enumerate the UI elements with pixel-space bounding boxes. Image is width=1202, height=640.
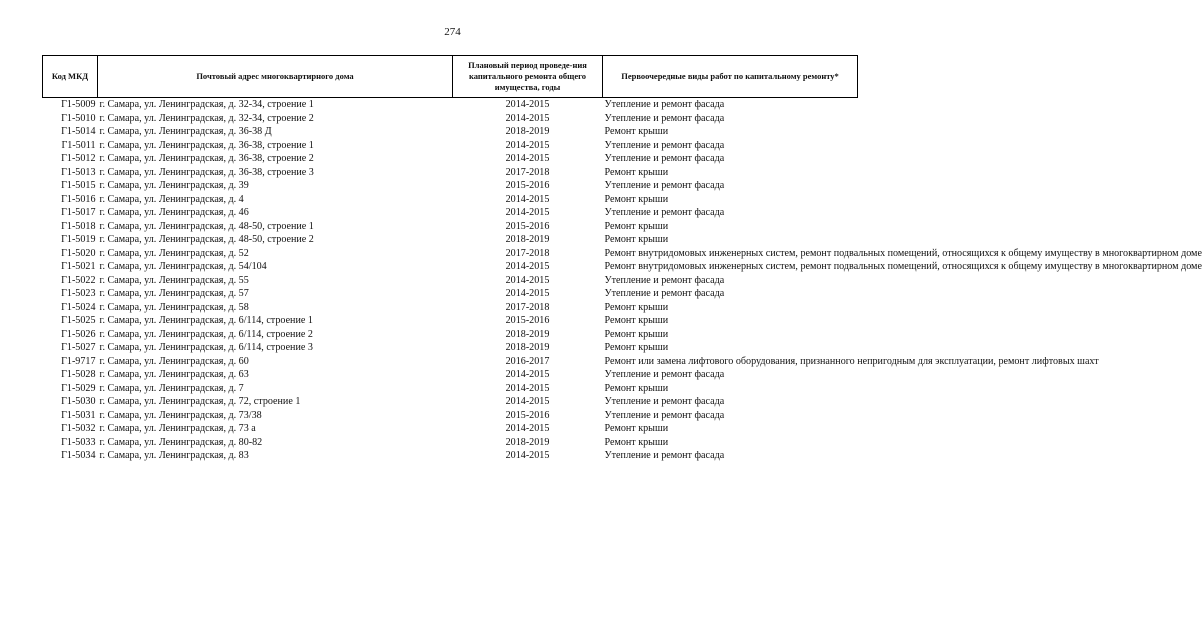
cell-code: Г1-5034 [61, 450, 96, 461]
table-row [43, 301, 858, 315]
table-row [43, 449, 858, 463]
cell-works: Утепление и ремонт фасада [604, 369, 725, 380]
cell-code: Г1-5017 [61, 207, 96, 218]
cell-works: Ремонт крыши [604, 220, 669, 232]
cell-address: г. Самара, ул. Ленинградская, д. 6/114, строение 2 [99, 328, 313, 340]
table-row [43, 112, 858, 126]
cell-period: 2014-2015 [505, 369, 550, 380]
cell-address: г. Самара, ул. Ленинградская, д. 36-38, строение 1 [99, 139, 314, 151]
cell-address: г. Самара, ул. Ленинградская, д. 72, строение 1 [99, 396, 301, 407]
cell-address: г. Самара, ул. Ленинградская, д. 36-38, строение 2 [99, 153, 314, 164]
cell-code: Г1-5027 [61, 342, 96, 353]
table-row [43, 382, 858, 396]
cell-address: г. Самара, ул. Ленинградская, д. 73/38 [99, 409, 262, 421]
table-row [43, 166, 858, 180]
cell-period: 2014-2015 [505, 274, 550, 286]
cell-address: г. Самара, ул. Ленинградская, д. 52 [99, 247, 249, 259]
cell-period: 2017-2018 [505, 301, 550, 313]
cell-code: Г1-5030 [61, 396, 96, 407]
cell-code: Г1-5022 [61, 274, 96, 286]
table-row [43, 422, 858, 436]
table-row [43, 179, 858, 193]
cell-address: г. Самара, ул. Ленинградская, д. 7 [99, 382, 244, 394]
cell-code: Г1-5019 [61, 234, 96, 245]
cell-address: г. Самара, ул. Ленинградская, д. 32-34, строение 1 [99, 99, 314, 110]
cell-address: г. Самара, ул. Ленинградская, д. 36-38, строение 3 [99, 166, 314, 178]
cell-address: г. Самара, ул. Ленинградская, д. 54/104 [99, 261, 267, 272]
cell-period: 2014-2015 [505, 112, 550, 124]
cell-period: 2018-2019 [505, 436, 550, 448]
table-body [43, 98, 1202, 463]
cell-code: Г1-5016 [61, 193, 96, 205]
cell-period: 2014-2015 [505, 450, 550, 461]
cell-period: 2015-2016 [505, 180, 550, 191]
cell-address: г. Самара, ул. Ленинградская, д. 4 [99, 193, 244, 205]
table-row [43, 395, 858, 409]
table-row [43, 436, 858, 450]
cell-period: 2018-2019 [505, 234, 550, 245]
table-row [43, 274, 858, 288]
cell-address: г. Самара, ул. Ленинградская, д. 83 [99, 450, 249, 461]
cell-works: Утепление и ремонт фасада [604, 450, 725, 461]
repair-table [42, 55, 1202, 463]
cell-address: г. Самара, ул. Ленинградская, д. 60 [99, 355, 249, 367]
table-row [43, 260, 858, 274]
cell-address: г. Самара, ул. Ленинградская, д. 58 [99, 301, 249, 313]
table-row [43, 287, 858, 301]
cell-period: 2014-2015 [505, 153, 550, 164]
cell-period: 2015-2016 [505, 315, 550, 326]
table-header-row [43, 56, 858, 98]
cell-code: Г1-5012 [61, 153, 96, 164]
header-code: Код МКД [43, 56, 98, 98]
cell-works: Ремонт крыши [604, 234, 669, 245]
header-address: Почтовый адрес многоквартирного дома [98, 56, 453, 98]
cell-code: Г1-5033 [61, 436, 96, 448]
cell-works: Ремонт крыши [604, 328, 669, 340]
cell-address: г. Самара, ул. Ленинградская, д. 63 [99, 369, 249, 380]
table-row [43, 98, 858, 112]
cell-works: Ремонт крыши [604, 301, 669, 313]
table-row [43, 314, 858, 328]
cell-works: Утепление и ремонт фасада [604, 207, 725, 218]
cell-address: г. Самара, ул. Ленинградская, д. 39 [99, 180, 249, 191]
cell-works: Ремонт крыши [604, 342, 669, 353]
cell-works: Ремонт внутридомовых инженерных систем, ремонт подвальных помещений, относящихся к общему имуществу в многоквартирном доме [604, 261, 1202, 272]
cell-period: 2015-2016 [505, 220, 550, 232]
cell-works: Утепление и ремонт фасада [604, 112, 725, 124]
cell-works: Утепление и ремонт фасада [604, 288, 725, 299]
cell-address: г. Самара, ул. Ленинградская, д. 48-50, строение 2 [99, 234, 314, 245]
cell-address: г. Самара, ул. Ленинградская, д. 80-82 [99, 436, 263, 448]
table-row [43, 125, 858, 139]
cell-period: 2017-2018 [505, 247, 550, 259]
cell-works: Ремонт крыши [604, 126, 669, 137]
cell-code: Г1-5026 [61, 328, 96, 340]
table-row [43, 341, 858, 355]
cell-address: г. Самара, ул. Ленинградская, д. 48-50, строение 1 [99, 220, 314, 232]
cell-code: Г1-5021 [61, 261, 96, 272]
page-number: 274 [444, 26, 461, 38]
cell-code: Г1-9717 [61, 355, 96, 367]
cell-works: Утепление и ремонт фасада [604, 180, 725, 191]
header-period: Плановый период проведе-ния капитального ремонта общего имущества, годы [453, 56, 603, 98]
table-row [43, 409, 858, 423]
cell-code: Г1-5015 [61, 180, 96, 191]
cell-works: Утепление и ремонт фасада [604, 274, 725, 286]
cell-works: Утепление и ремонт фасада [604, 139, 725, 151]
cell-period: 2014-2015 [505, 193, 550, 205]
cell-code: Г1-5029 [61, 382, 96, 394]
table-row [43, 139, 858, 153]
cell-works: Ремонт или замена лифтового оборудования, признанного непригодным для эксплуатации, ремонт лифтовых шахт [604, 355, 1099, 367]
cell-code: Г1-5009 [61, 99, 96, 110]
table-row [43, 220, 858, 234]
table-row [43, 193, 858, 207]
cell-period: 2014-2015 [505, 396, 550, 407]
cell-address: г. Самара, ул. Ленинградская, д. 73 а [99, 423, 256, 434]
cell-works: Ремонт крыши [604, 436, 669, 448]
cell-period: 2018-2019 [505, 126, 550, 137]
cell-address: г. Самара, ул. Ленинградская, д. 6/114, строение 3 [99, 342, 313, 353]
table-row [43, 355, 858, 369]
cell-works: Ремонт крыши [604, 193, 669, 205]
cell-code: Г1-5020 [61, 247, 96, 259]
cell-code: Г1-5032 [61, 423, 96, 434]
cell-period: 2014-2015 [505, 207, 550, 218]
cell-address: г. Самара, ул. Ленинградская, д. 6/114, строение 1 [99, 315, 313, 326]
table-row [43, 247, 858, 261]
cell-period: 2018-2019 [505, 328, 550, 340]
cell-code: Г1-5011 [61, 139, 96, 151]
cell-works: Утепление и ремонт фасада [604, 153, 725, 164]
table-row [43, 233, 858, 247]
cell-period: 2014-2015 [505, 382, 550, 394]
cell-period: 2014-2015 [505, 288, 550, 299]
cell-works: Утепление и ремонт фасада [604, 396, 725, 407]
cell-code: Г1-5014 [61, 126, 96, 137]
cell-address: г. Самара, ул. Ленинградская, д. 36-38 Д [99, 126, 272, 137]
cell-code: Г1-5024 [61, 301, 96, 313]
cell-address: г. Самара, ул. Ленинградская, д. 32-34, строение 2 [99, 112, 314, 124]
cell-works: Утепление и ремонт фасада [604, 99, 725, 110]
cell-address: г. Самара, ул. Ленинградская, д. 55 [99, 274, 249, 286]
cell-period: 2014-2015 [505, 99, 550, 110]
cell-code: Г1-5025 [61, 315, 96, 326]
cell-period: 2014-2015 [505, 423, 550, 434]
table-row [43, 206, 858, 220]
cell-period: 2014-2015 [505, 261, 550, 272]
cell-code: Г1-5018 [61, 220, 96, 232]
cell-code: Г1-5013 [61, 166, 96, 178]
cell-period: 2015-2016 [505, 409, 550, 421]
cell-period: 2017-2018 [505, 166, 550, 178]
cell-works: Ремонт внутридомовых инженерных систем, ремонт подвальных помещений, относящихся к общему имуществу в многоквартирном доме [604, 247, 1202, 259]
table-row [43, 152, 858, 166]
table-row [43, 328, 858, 342]
cell-works: Ремонт крыши [604, 315, 669, 326]
cell-works: Ремонт крыши [604, 166, 669, 178]
cell-works: Ремонт крыши [604, 382, 669, 394]
cell-works: Ремонт крыши [604, 423, 669, 434]
cell-code: Г1-5023 [61, 288, 96, 299]
header-works: Первоочередные виды работ по капитальному ремонту* [603, 56, 858, 98]
table-row [43, 368, 858, 382]
cell-works: Утепление и ремонт фасада [604, 409, 725, 421]
cell-period: 2014-2015 [505, 139, 550, 151]
cell-code: Г1-5010 [61, 112, 96, 124]
cell-address: г. Самара, ул. Ленинградская, д. 46 [99, 207, 249, 218]
cell-code: Г1-5028 [61, 369, 96, 380]
cell-period: 2016-2017 [505, 355, 550, 367]
cell-address: г. Самара, ул. Ленинградская, д. 57 [99, 288, 249, 299]
cell-period: 2018-2019 [505, 342, 550, 353]
cell-code: Г1-5031 [61, 409, 96, 421]
